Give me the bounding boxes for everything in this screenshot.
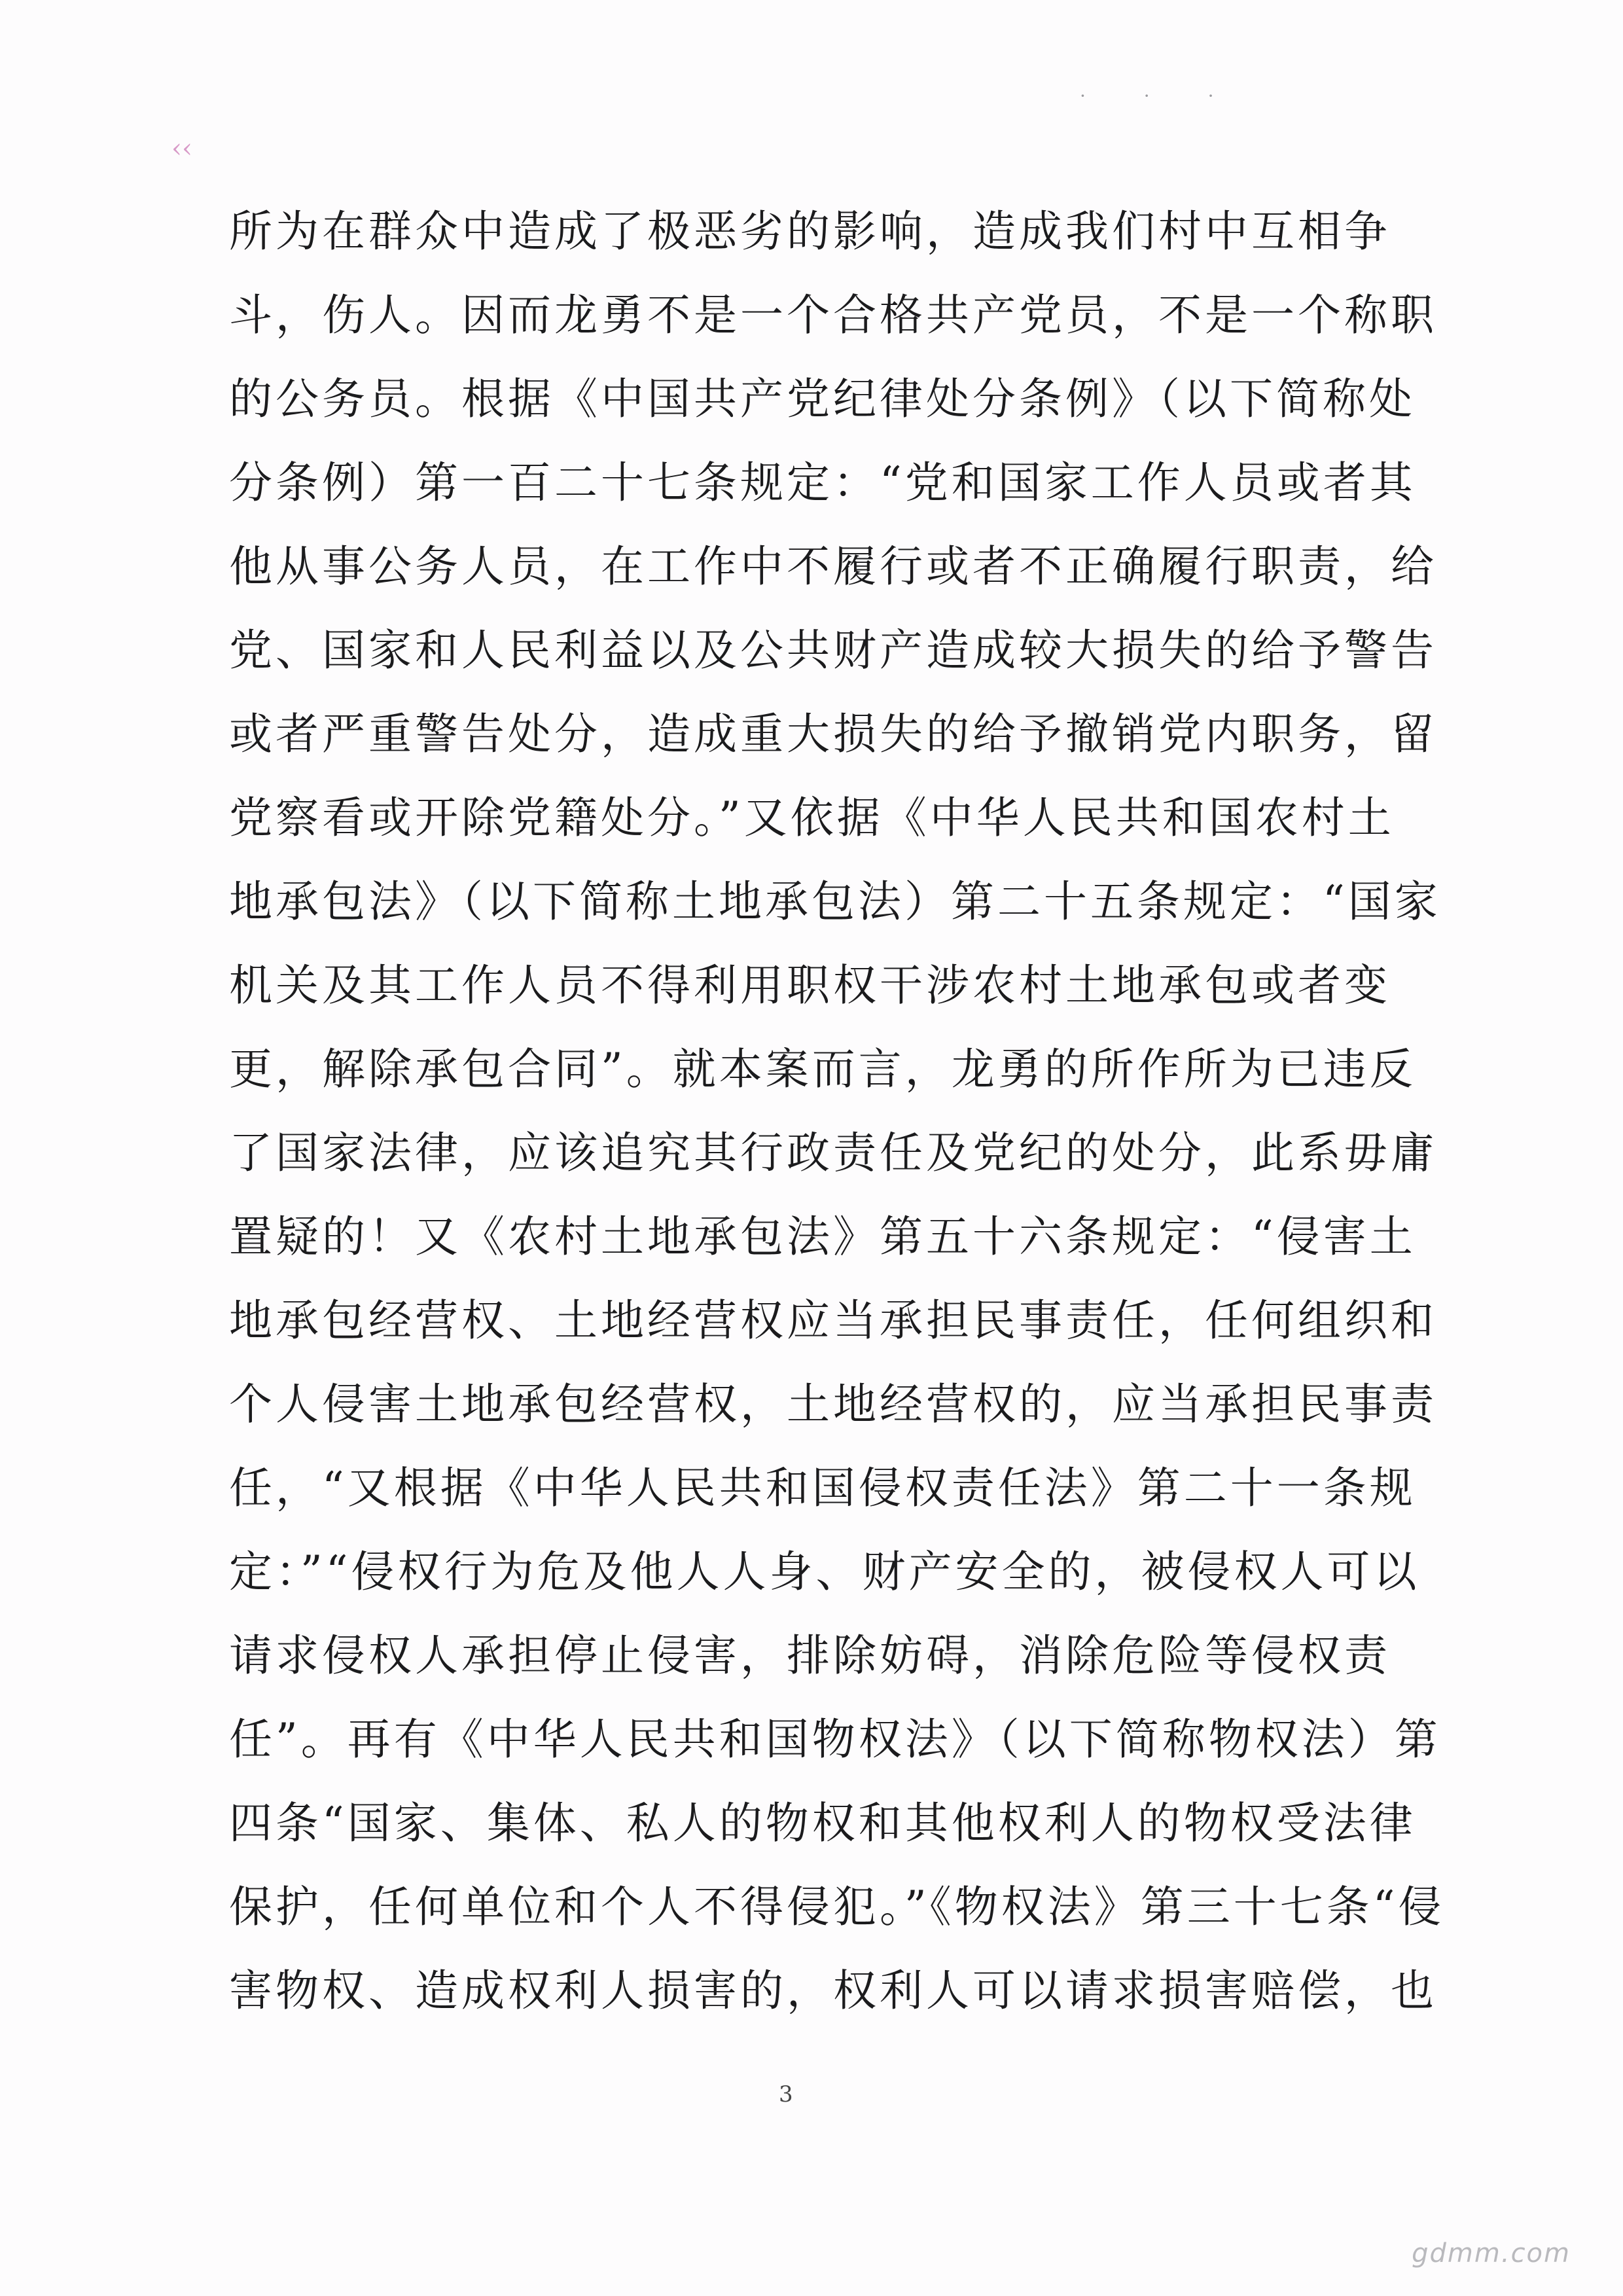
text-line: 保护，任何单位和个人不得侵犯。”《物权法》第三十七条“侵 xyxy=(229,1882,1445,1932)
text-line: 定：”“侵权行为危及他人人身、财产安全的，被侵权人可以 xyxy=(229,1547,1420,1597)
text-line: 地承包法》（以下简称土地承包法）第二十五条规定：“国家 xyxy=(229,876,1441,927)
text-line: 地承包经营权、土地经营权应当承担民事责任，任何组织和 xyxy=(229,1295,1437,1346)
text-line: 分条例）第一百二十七条规定：“党和国家工作人员或者其 xyxy=(229,457,1416,508)
document-body xyxy=(229,190,1445,2033)
text-line: 了国家法律，应该追究其行政责任及党纪的处分，此系毋庸 xyxy=(229,1128,1437,1178)
scan-mark: ‹‹ xyxy=(171,134,192,164)
text-line: 更，解除承包合同”。就本案而言，龙勇的所作所为已违反 xyxy=(229,1044,1416,1094)
text-line: 斗，伤人。因而龙勇不是一个合格共产党员，不是一个称职 xyxy=(229,290,1437,340)
text-line: 四条“国家、集体、私人的物权和其他权利人的物权受法律 xyxy=(229,1798,1416,1848)
text-line: 害物权、造成权利人损害的，权利人可以请求损害赔偿，也 xyxy=(229,1965,1437,2016)
text-line: 党察看或开除党籍处分。”又依据《中华人民共和国农村土 xyxy=(229,793,1395,843)
text-line: 的公务员。根据《中国共产党纪律处分条例》（以下简称处 xyxy=(229,374,1416,424)
page-number: 3 xyxy=(779,2081,793,2108)
text-line: 任”。再有《中华人民共和国物权法》（以下简称物权法）第 xyxy=(229,1714,1441,1765)
text-line: 置疑的！又《农村土地承包法》第五十六条规定：“侵害土 xyxy=(229,1211,1416,1262)
text-line: 党、国家和人民利益以及公共财产造成较大损失的给予警告 xyxy=(229,625,1437,675)
text-line: 请求侵权人承担停止侵害，排除妨碍，消除危险等侵权责 xyxy=(229,1630,1391,1681)
text-line: 机关及其工作人员不得利用职权干涉农村土地承包或者变 xyxy=(229,960,1391,1011)
text-line: 所为在群众中造成了极恶劣的影响，造成我们村中互相争 xyxy=(229,206,1391,257)
watermark: gdmm.com xyxy=(1412,2238,1571,2269)
text-line: 个人侵害土地承包经营权，土地经营权的，应当承担民事责 xyxy=(229,1379,1437,1429)
text-line: 他从事公务人员，在工作中不履行或者不正确履行职责，给 xyxy=(229,541,1437,592)
text-line: 或者严重警告处分，造成重大损失的给予撤销党内职务，留 xyxy=(229,709,1437,759)
scan-dots: · · · xyxy=(1080,85,1240,107)
text-line: 任，“又根据《中华人民共和国侵权责任法》第二十一条规 xyxy=(229,1463,1416,1513)
